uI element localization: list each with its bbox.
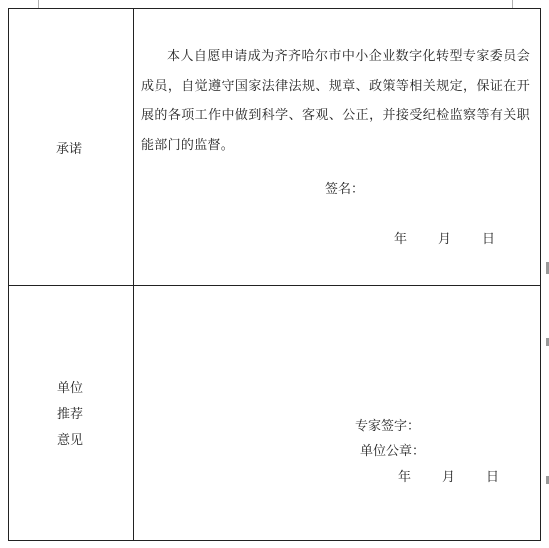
table-border-left (8, 8, 9, 541)
commitment-paragraph: 本人自愿申请成为齐齐哈尔市中小企业数字化转型专家委员会成员，自觉遵守国家法律法规、规章、政策等相关规定，保证在开展的各项工作中做到科学、客观、公正，并接受纪检监察等有关职能部门的监督。 (141, 49, 530, 153)
table-border-top (8, 8, 541, 9)
recommendation-label-line-3: 意见 (56, 433, 83, 448)
commitment-date-year: 年 (394, 232, 408, 247)
recommendation-date-month: 月 (442, 470, 456, 485)
commitment-label: 承诺 (56, 142, 83, 157)
expert-signature-label: 专家签字： (355, 419, 421, 434)
recommendation-label-line-2: 推荐 (56, 407, 83, 422)
table-column-divider (133, 8, 134, 541)
recommendation-date-day: 日 (486, 470, 500, 485)
commitment-date-day: 日 (482, 232, 496, 247)
unit-seal-label: 单位公章： (360, 444, 426, 459)
table-border-bottom (8, 540, 541, 541)
recommendation-date-year: 年 (398, 470, 412, 485)
table-border-right (540, 8, 541, 541)
table-row-divider (8, 285, 541, 286)
signature-label: 签名： (325, 182, 365, 197)
commitment-date-month: 月 (438, 232, 452, 247)
corner-mark-right (512, 0, 513, 8)
recommendation-label (50, 376, 90, 454)
recommendation-label-line-1: 单位 (56, 381, 83, 396)
corner-mark-left (38, 0, 39, 8)
